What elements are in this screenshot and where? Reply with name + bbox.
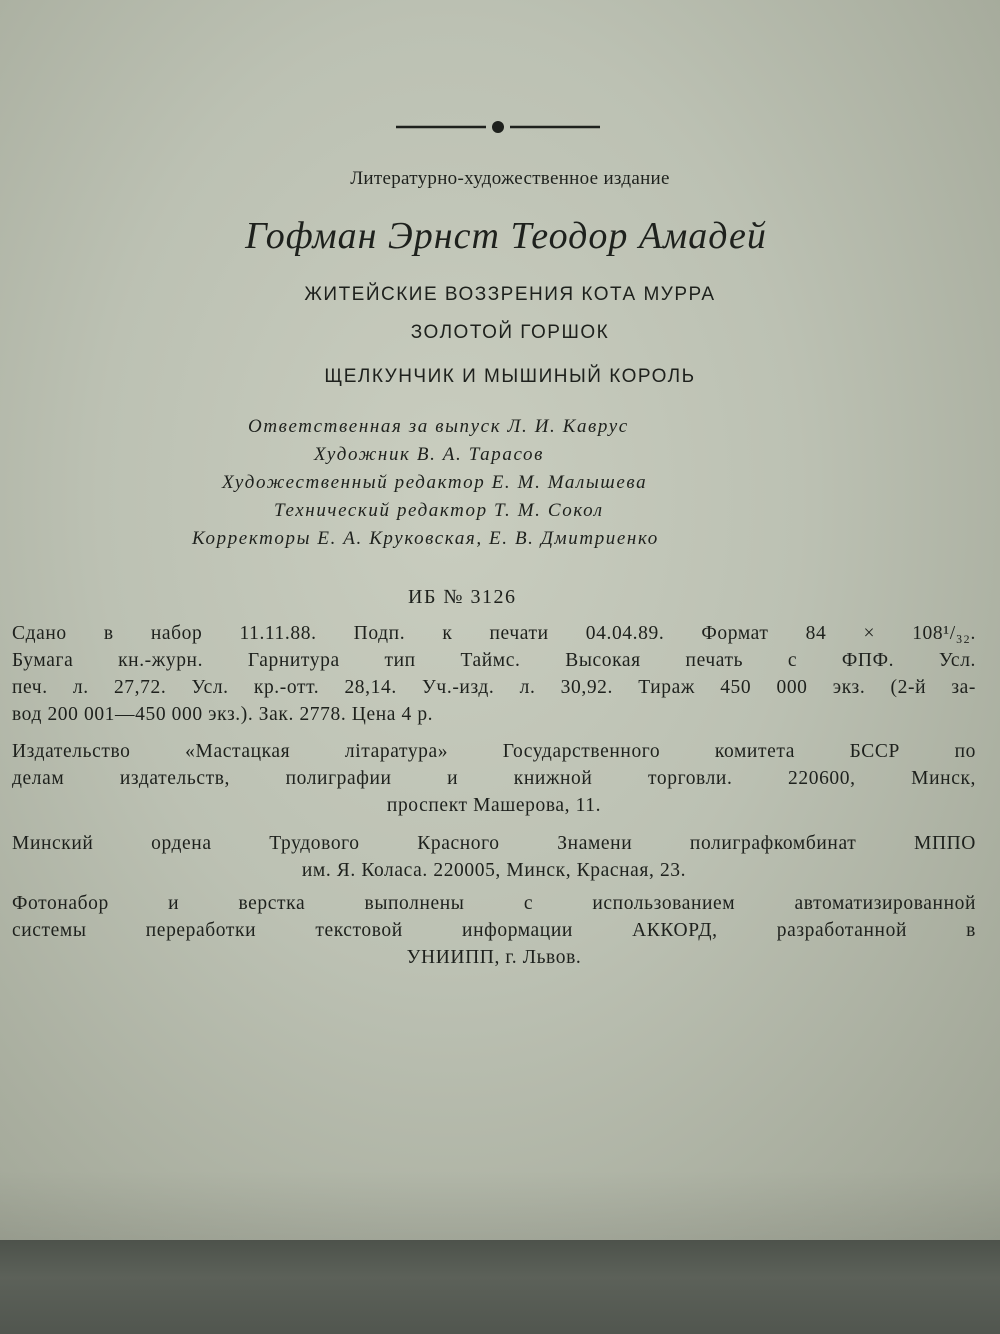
printer-paragraph — [12, 830, 976, 884]
edition-type: Литературно-художественное издание — [350, 168, 670, 189]
page-shadow — [0, 1170, 1000, 1240]
print-details-line: Бумага кн.-журн. Гарнитура тип Таймс. Высокая печать с ФПФ. Усл. — [12, 650, 976, 671]
publisher-line: Издательство «Мастацкая літаратура» Государственного комитета БССР по — [12, 741, 976, 762]
book-title: ЩЕЛКУНЧИК И МЫШИНЫЙ КОРОЛЬ — [324, 366, 696, 387]
print-details-line: печ. л. 27,72. Усл. кр.-отт. 28,14. Уч.-изд. л. 30,92. Тираж 450 000 экз. (2-й за- — [12, 677, 976, 698]
background-fabric — [0, 1240, 1000, 1334]
printer-line: им. Я. Коласа. 220005, Минск, Красная, 23. — [301, 860, 687, 881]
typesetting-line: УНИИПП, г. Львов. — [406, 947, 582, 968]
credit-line: Корректоры Е. А. Круковская, Е. В. Дмитриенко — [192, 528, 659, 549]
author-name: Гофман Эрнст Теодор Амадей — [245, 215, 767, 257]
print-details-line: Сдано в набор 11.11.88. Подп. к печати 04.04.89. Формат 84 × 108¹/₃₂. — [12, 623, 976, 644]
publisher-line: делам издательств, полиграфии и книжной торговли. 220600, Минск, — [12, 768, 976, 789]
print-details-paragraph — [12, 620, 976, 728]
typesetting-line: Фотонабор и верстка выполнены с использованием автоматизированной — [12, 893, 976, 914]
dot-rule-ornament-icon — [396, 118, 600, 136]
credit-line: Художник В. А. Тарасов — [314, 444, 544, 465]
printer-line: Минский ордена Трудового Красного Знамени полиграфкомбинат МППО — [12, 833, 976, 854]
typesetting-line: системы переработки текстовой информации АККОРД, разработанной в — [12, 920, 976, 941]
book-title: ЗОЛОТОЙ ГОРШОК — [410, 322, 610, 343]
typesetting-paragraph — [12, 890, 976, 971]
publisher-line: проспект Машерова, 11. — [386, 795, 602, 816]
credit-line: Художественный редактор Е. М. Малышева — [222, 472, 648, 493]
ib-number: ИБ № 3126 — [408, 586, 517, 608]
credit-line: Технический редактор Т. М. Сокол — [274, 500, 604, 521]
print-details-line: вод 200 001—450 000 экз.). Зак. 2778. Цена 4 р. — [12, 704, 434, 725]
publisher-paragraph — [12, 738, 976, 819]
credit-line: Ответственная за выпуск Л. И. Каврус — [248, 416, 629, 437]
book-title: ЖИТЕЙСКИЕ ВОЗЗРЕНИЯ КОТА МУРРА — [304, 284, 716, 305]
